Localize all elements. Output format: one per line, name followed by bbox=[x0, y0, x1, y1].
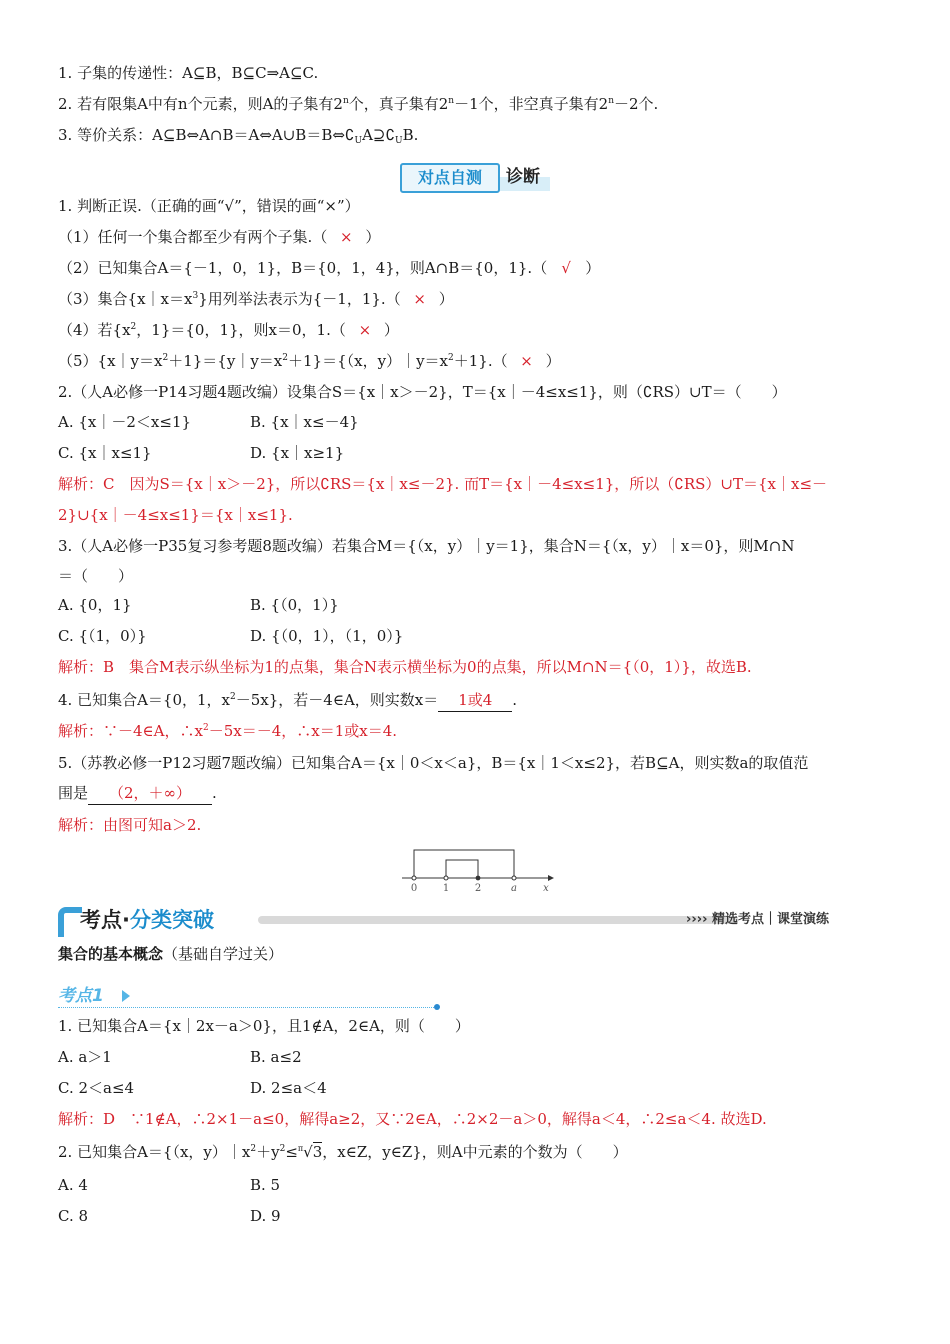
kaodian-text: 考点1 bbox=[58, 986, 104, 1006]
e2-stem: 2. 已知集合A＝{（x，$y)|x^2+y^2\le^\pi√3$，x∈Z，y∈Z}，则A中元素的个数为（ ） bbox=[58, 1143, 628, 1161]
q5-stem-line-2: 围是 （2，＋∞） . bbox=[58, 782, 217, 805]
label-1: 1 bbox=[442, 883, 450, 894]
point-0 bbox=[412, 876, 416, 880]
q3-option-b: B. {（0，1）} bbox=[250, 596, 339, 614]
e1-option-c: C. 2＜a≤4 bbox=[58, 1079, 135, 1097]
q5-answer-blank: （2，＋∞） bbox=[88, 782, 212, 805]
label-0: 0 bbox=[410, 883, 418, 894]
q1-item-4: （4）若{$x^2$，1}＝{0，1}，则x＝0，1.（ × ） bbox=[58, 321, 399, 339]
q4-stem: 4. 已知集合A＝{0，1，$x^2-5x$}，若－4∈A，则实数x＝ 1或4 . bbox=[58, 689, 517, 712]
q2-option-b: B. {x｜x≤－4} bbox=[250, 413, 359, 431]
set-a-bracket bbox=[414, 850, 514, 878]
kaodian-arrow-icon bbox=[122, 990, 130, 1002]
kaodian-line bbox=[58, 1007, 436, 1008]
e1-solution: 解析：D ∵1∉A，∴2×1－a≤0，解得a≥2，又∵2∈A，∴2×2－a＞0，解得a＜4，∴2≤a＜4. 故选D. bbox=[58, 1110, 767, 1128]
point-2 bbox=[476, 876, 481, 881]
kaodian-dot bbox=[434, 1004, 440, 1010]
property-2: 2. 若有限集A中有n个元素，则A的子集有2$^n$个，真子集有$2^n-1$个，非空真子集有$2^n-2$个. bbox=[58, 95, 659, 113]
q2-option-c: C. {x｜x≤1} bbox=[58, 444, 152, 462]
self-test-badge bbox=[400, 163, 550, 191]
q3-option-d: D. {（0，1），（1，0）} bbox=[250, 627, 404, 645]
property-3: 3. 等价关系：$A⊆B\Leftrightarrow A\cap B=A\Leftrightarrow A\cup B=B\Leftrightarrow∁_UA⊇∁_UB$. bbox=[58, 126, 419, 146]
q3-solution: 解析：B 集合M表示纵坐标为1的点集，集合N表示横坐标为0的点集，所以M∩N＝{（0，1）}，故选B. bbox=[58, 658, 752, 676]
q4-solution: 解析：∵－4∈A，$\therefore x^2-5x=-4$，∴x＝1或x＝4. bbox=[58, 722, 398, 740]
q1-item-1: （1）任何一个集合都至少有两个子集.（ × ） bbox=[58, 228, 381, 246]
section-right-label: ›››› 精选考点｜课堂演练 bbox=[686, 912, 829, 927]
q3-option-a: A. {0，1} bbox=[58, 596, 132, 614]
axis-arrow bbox=[548, 875, 554, 881]
e1-option-b: B. a≤2 bbox=[250, 1048, 302, 1066]
q1-item-3: （3）集合$\{x|x=x^3\}$用列举法表示为{－1，1}.（ × ） bbox=[58, 290, 454, 308]
section-header bbox=[58, 905, 893, 935]
topic-heading: 集合的基本概念（基础自学过关） bbox=[58, 945, 284, 963]
number-line-diagram bbox=[398, 846, 558, 894]
q2-option-a: A. {x｜－2＜x≤1} bbox=[58, 413, 192, 431]
badge-label: 对点自测 bbox=[400, 163, 500, 193]
e1-stem: 1. 已知集合A＝{x｜2x－a＞0}，且1∉A，2∈A，则（ ） bbox=[58, 1017, 470, 1035]
e2-option-c: C. 8 bbox=[58, 1207, 89, 1225]
section-title: 考点·分类突破 bbox=[80, 908, 214, 932]
q5-stem-line-1: 5.（苏教必修一P12习题7题改编）已知集合A＝{x｜0＜x＜a}，B＝{x｜1＜x≤2}，若B⊆A，则实数a的取值范 bbox=[58, 754, 809, 772]
badge-tail: 诊断 bbox=[506, 167, 540, 187]
label-2: 2 bbox=[474, 883, 482, 894]
property-1: 1. 子集的传递性：A⊆B，B⊆C⇒A⊆C. bbox=[58, 64, 319, 82]
q3-option-c: C. {（1，0）} bbox=[58, 627, 147, 645]
label-a: a bbox=[511, 883, 517, 894]
e1-option-a: A. a＞1 bbox=[58, 1048, 112, 1066]
set-b-bracket bbox=[446, 860, 478, 878]
q2-option-d: D. {x｜x≥1} bbox=[250, 444, 345, 462]
q1-item-5: $(5)\{x|y=x^2+1\}=\{y|y=x^2+1\}=\{(x$，$y)|y=x^2+1$}.（ × ） bbox=[58, 352, 561, 370]
q5-solution: 解析：由图可知a＞2. bbox=[58, 816, 202, 834]
section-hook-icon bbox=[58, 907, 82, 937]
point-a bbox=[512, 876, 516, 880]
e2-option-b: B. 5 bbox=[250, 1176, 281, 1194]
q2-stem: 2.（人A必修一P14习题4题改编）设集合S＝{x｜x＞－2}，T＝{x｜－4≤x≤1}，则（∁RS）∪T＝（ ） bbox=[58, 383, 787, 401]
q1-item-2: （2）已知集合A＝{－1，0，1}，B＝{0，1，4}，则A∩B＝{0，1}.（ √ ） bbox=[58, 259, 601, 277]
kaodian-label bbox=[58, 985, 440, 1011]
point-1 bbox=[444, 876, 448, 880]
q1-stem: 1. 判断正误.（正确的画“√”，错误的画“×”） bbox=[58, 197, 360, 215]
q3-stem-line-2: ＝（ ） bbox=[58, 567, 134, 585]
q4-answer-blank: 1或4 bbox=[438, 689, 512, 712]
e1-option-d: D. 2≤a＜4 bbox=[250, 1079, 327, 1097]
q2-solution-line-2: 2}∪{x｜－4≤x≤1}＝{x｜x≤1}. bbox=[58, 506, 293, 524]
q2-solution-line-1: 解析：C 因为S＝{x｜x＞－2}，所以∁RS＝{x｜x≤－2}. 而T＝{x｜－4≤x≤1}，所以（∁RS）∪T＝{x｜x≤－ bbox=[58, 475, 828, 493]
e2-option-a: A. 4 bbox=[58, 1176, 88, 1194]
section-bar bbox=[258, 916, 738, 924]
label-x: x bbox=[543, 883, 549, 894]
q3-stem-line-1: 3.（人A必修一P35复习参考题8题改编）若集合M＝{（x，y）｜y＝1}，集合N＝{（x，y）｜x＝0}，则M∩N bbox=[58, 537, 795, 555]
e2-option-d: D. 9 bbox=[250, 1207, 281, 1225]
